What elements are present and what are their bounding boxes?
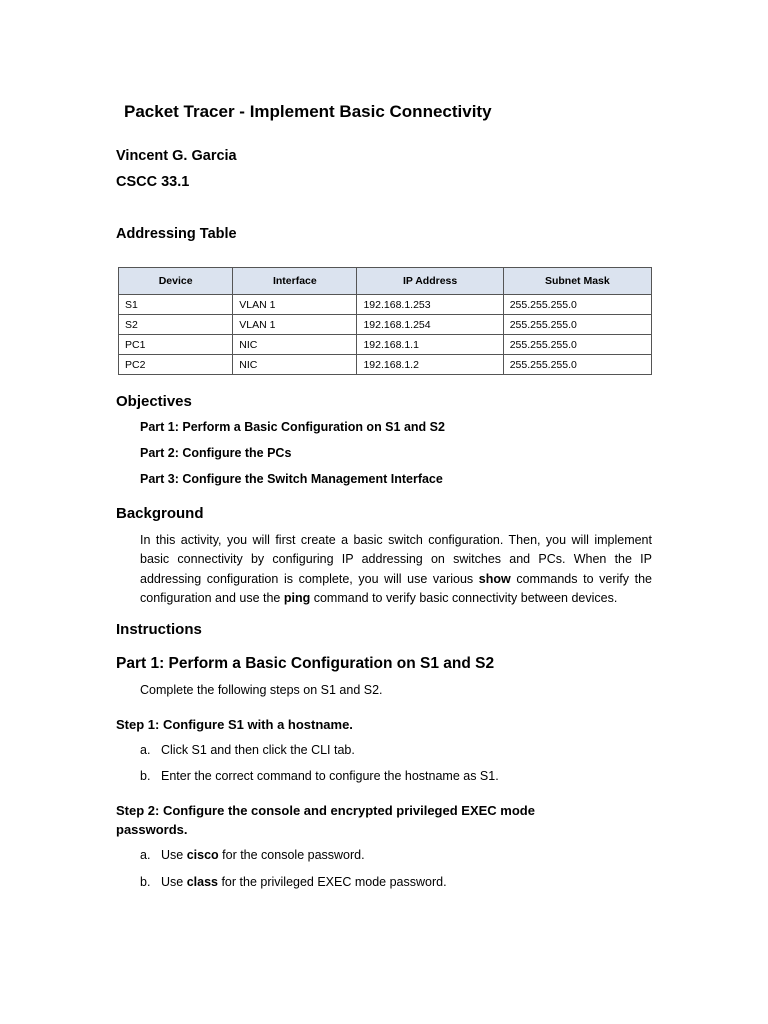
- header-subnet-mask: Subnet Mask: [503, 268, 651, 295]
- background-text-2: commands to verify the configuration and use the: [140, 571, 652, 605]
- table-header-row: [119, 268, 652, 295]
- list-item-text: for the privileged EXEC mode password.: [217, 875, 447, 889]
- list-item-text: Use: [161, 875, 187, 889]
- ping-command: ping: [283, 590, 311, 605]
- cell-device: S1: [119, 295, 233, 315]
- header-device: Device: [119, 268, 233, 295]
- list-marker: a.: [140, 848, 151, 862]
- list-item-text: Click S1 and then click the CLI tab.: [161, 743, 355, 757]
- list-marker: a.: [140, 743, 151, 757]
- objective-part-1: Part 1: Perform a Basic Configuration on S1 and S2: [140, 420, 445, 434]
- cell-interface: VLAN 1: [233, 315, 357, 335]
- list-item-text: Enter the correct command to configure the hostname as S1.: [161, 769, 499, 783]
- cell-device: S2: [119, 315, 233, 335]
- cell-subnet-mask: 255.255.255.0: [503, 295, 651, 315]
- cell-interface: VLAN 1: [233, 295, 357, 315]
- table-row: [119, 355, 652, 375]
- list-marker: b.: [140, 769, 151, 783]
- cisco-keyword: cisco: [186, 848, 219, 862]
- step2-item-b: [140, 875, 447, 889]
- step1-item-a: [140, 743, 355, 757]
- list-item-text: for the console password.: [218, 848, 365, 862]
- cell-ip-address: 192.168.1.2: [357, 355, 503, 375]
- step2-item-a: [140, 848, 365, 862]
- author-name: Vincent G. Garcia: [116, 148, 237, 164]
- course-code: CSCC 33.1: [116, 174, 190, 190]
- objectives-heading: Objectives: [116, 393, 192, 410]
- background-text-1: In this activity, you will first create a basic switch configuration. Then, you will implement basic connectivity by configuring IP addressing on switches and PCs. When the IP addressing configuration is complete, you will use various: [140, 533, 652, 586]
- table-row: [119, 335, 652, 355]
- header-interface: Interface: [233, 268, 357, 295]
- background-heading: Background: [116, 505, 204, 522]
- background-paragraph: [140, 531, 652, 608]
- step1-item-b: [140, 769, 499, 783]
- cell-subnet-mask: 255.255.255.0: [503, 355, 651, 375]
- cell-subnet-mask: 255.255.255.0: [503, 335, 651, 355]
- header-ip-address: IP Address: [357, 268, 503, 295]
- objective-part-2: Part 2: Configure the PCs: [140, 446, 292, 460]
- table-row: [119, 315, 652, 335]
- addressing-table: [118, 267, 652, 375]
- cell-device: PC2: [119, 355, 233, 375]
- table-row: [119, 295, 652, 315]
- cell-ip-address: 192.168.1.1: [357, 335, 503, 355]
- cell-device: PC1: [119, 335, 233, 355]
- cell-interface: NIC: [233, 335, 357, 355]
- part1-intro: Complete the following steps on S1 and S2.: [140, 683, 383, 697]
- cell-ip-address: 192.168.1.254: [357, 315, 503, 335]
- cell-ip-address: 192.168.1.253: [357, 295, 503, 315]
- objective-part-3: Part 3: Configure the Switch Management Interface: [140, 472, 443, 486]
- step1-heading: Step 1: Configure S1 with a hostname.: [116, 717, 353, 732]
- show-command: show: [478, 571, 511, 586]
- addressing-table-heading: Addressing Table: [116, 226, 237, 242]
- document-title: Packet Tracer - Implement Basic Connectivity: [124, 102, 492, 121]
- cell-subnet-mask: 255.255.255.0: [503, 315, 651, 335]
- instructions-heading: Instructions: [116, 621, 202, 638]
- class-keyword: class: [186, 875, 218, 889]
- cell-interface: NIC: [233, 355, 357, 375]
- step2-heading: Step 2: Configure the console and encrypted privileged EXEC mode passwords.: [116, 803, 535, 837]
- list-item-text: Use: [161, 848, 187, 862]
- background-text-3: command to verify basic connectivity between devices.: [310, 590, 618, 605]
- part1-heading: Part 1: Perform a Basic Configuration on S1 and S2: [116, 655, 495, 672]
- list-marker: b.: [140, 875, 151, 889]
